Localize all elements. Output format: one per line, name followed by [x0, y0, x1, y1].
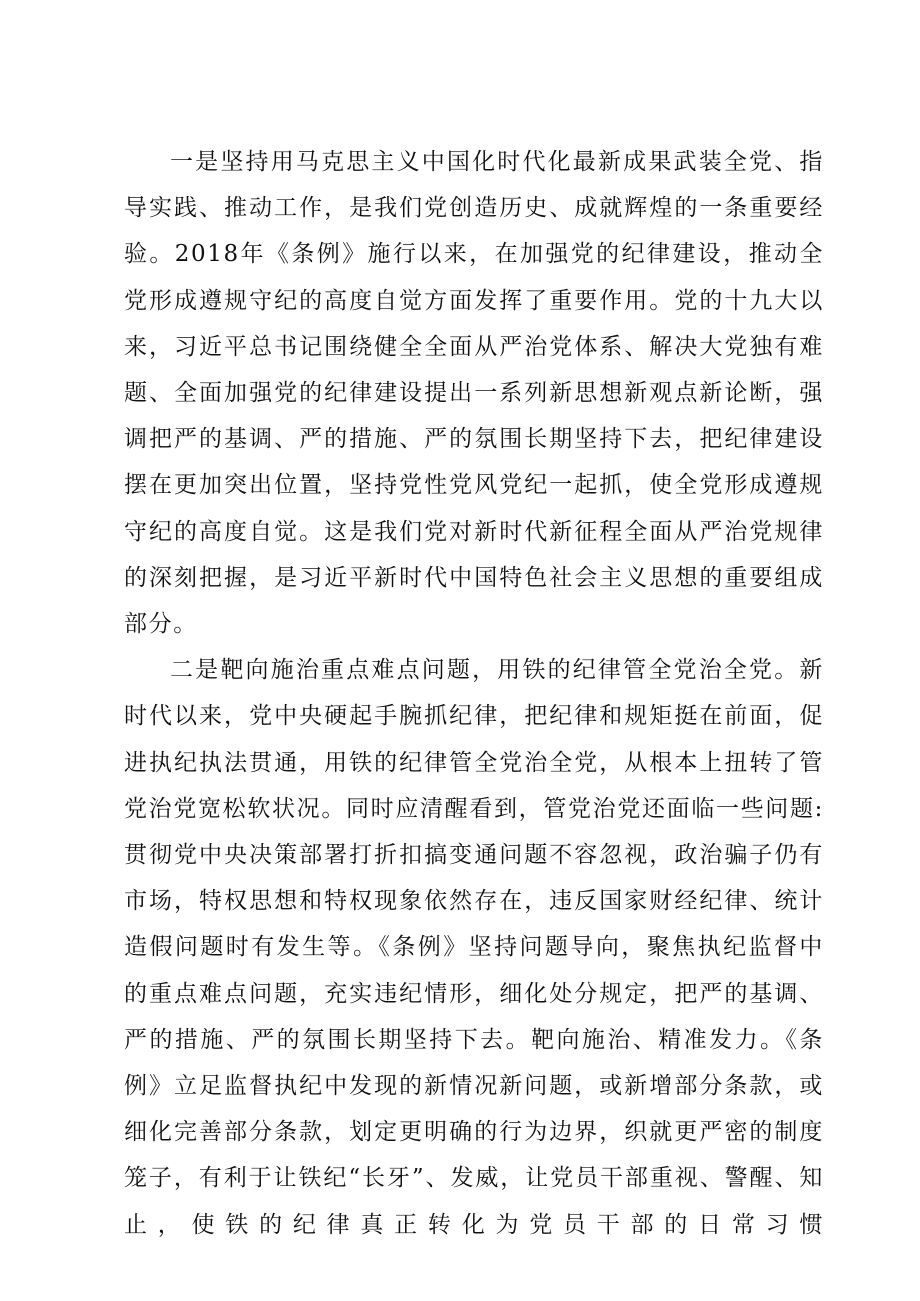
document-body [124, 139, 824, 1248]
paragraph-2: 二是靶向施治重点难点问题，用铁的纪律管全党治全党。新时代以来，党中央硬起手腕抓纪律，把纪律和规矩挺在前面，促进执纪执法贯通，用铁的纪律管全党治全党，从根本上扭转了管党治党宽松软状况。同时应清醒看到，管党治党还面临一些问题:贯彻党中央决策部署打折扣搞变通问题不容忽视，政治骗子仍有市场，特权思想和特权现象依然存在，违反国家财经纪律、统计造假问题时有发生等。《条例》坚持问题导向，聚焦执纪监督中的重点难点问题，充实违纪情形，细化处分规定，把严的基调、严的措施、严的氛围长期坚持下去。靶向施治、精准发力。《条例》立足监督执纪中发现的新情况新问题，或新增部分条款，或细化完善部分条款，划定更明确的行为边界，织就更严密的制度笼子，有利于让铁纪“长牙”、发威，让党员干部重视、警醒、知止，使铁的纪律真正转化为党员干部的日常习惯 [124, 657, 824, 1238]
paragraph-1: 一是坚持用马克思主义中国化时代化最新成果武装全党、指导实践、推动工作，是我们党创造历史、成就辉煌的一条重要经验。2018年《条例》施行以来，在加强党的纪律建设，推动全党形成遵规守纪的高度自觉方面发挥了重要作用。党的十九大以来，习近平总书记围绕健全全面从严治党体系、解决大党独有难题、全面加强党的纪律建设提出一系列新思想新观点新论断，强调把严的基调、严的措施、严的氛围长期坚持下去，把纪律建设摆在更加突出位置，坚持党性党风党纪一起抓，使全党形成遵规守纪的高度自觉。这是我们党对新时代新征程全面从严治党规律的深刻把握，是习近平新时代中国特色社会主义思想的重要组成部分。 [124, 149, 824, 638]
